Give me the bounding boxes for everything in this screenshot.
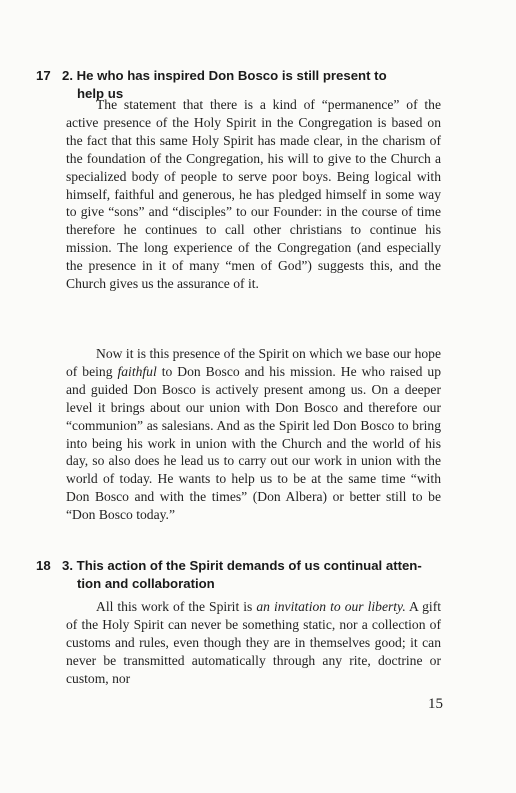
p3-emphasis: an invitation to our liberty. — [256, 599, 406, 614]
p2-text-start: Now it is this presence of the Spirit on which we base our hope of being — [66, 346, 441, 379]
page-number: 15 — [428, 696, 443, 712]
section-title-line1: 2. He who has inspired Don Bosco is still present to — [62, 68, 387, 83]
section-heading-18 — [36, 557, 456, 593]
p2-text-end: to Don Bosco and his mission. He who raised up and guided Don Bosco is actively present among us. On a deeper level it brings about our union with Don Bosco and therefore our “communion” as salesians. And as the Spirit led Don Bosco to bring into being his work in union with the Church and the world of his day, so also does he lead us to carry out our work in union with the world of today. He wants to help us to be at the same time “with Don Bosco and with the times” (Don Albera) or better still to be “Don Bosco today.” — [66, 363, 441, 523]
section-number: 17 — [36, 68, 51, 83]
section-title — [62, 557, 456, 593]
p2-emphasis: faithful — [117, 363, 157, 379]
section-title-line1: 3. This action of the Spirit demands of us continual atten- — [62, 558, 422, 573]
section-title-line2: help us — [77, 86, 124, 101]
section-number: 18 — [36, 558, 51, 573]
body-paragraph-2 — [66, 345, 441, 524]
section-title-line2: tion and collaboration — [77, 576, 215, 591]
body-paragraph-3 — [66, 598, 441, 688]
body-paragraph-1: The statement that there is a kind of “permanence” of the active presence of the Holy Spirit in the Congregation is based on the fact that this same Holy Spirit has made clear, in the charism of the foundation of the Congregation, his will to give to the Church a specialized body of people to serve poor boys. Being logical with himself, faithful and generous, he has pledged himself in some way to give “sons” and “disciples” to our Founder: in the course of time therefore he continues to call other christians to continue his mission. The long experience of the Congregation (and especially the presence in it of many “men of God”) suggests this, and the Church gives us the assurance of it. — [66, 97, 441, 292]
p3-text-end: A gift of the Holy Spirit can never be something static, nor a collection of customs and rules, even though they are in themselves good; it can never be transmitted automatically through any rite, doctrine or custom, nor — [66, 599, 441, 686]
p3-text-start: All this work of the Spirit is — [96, 599, 257, 614]
